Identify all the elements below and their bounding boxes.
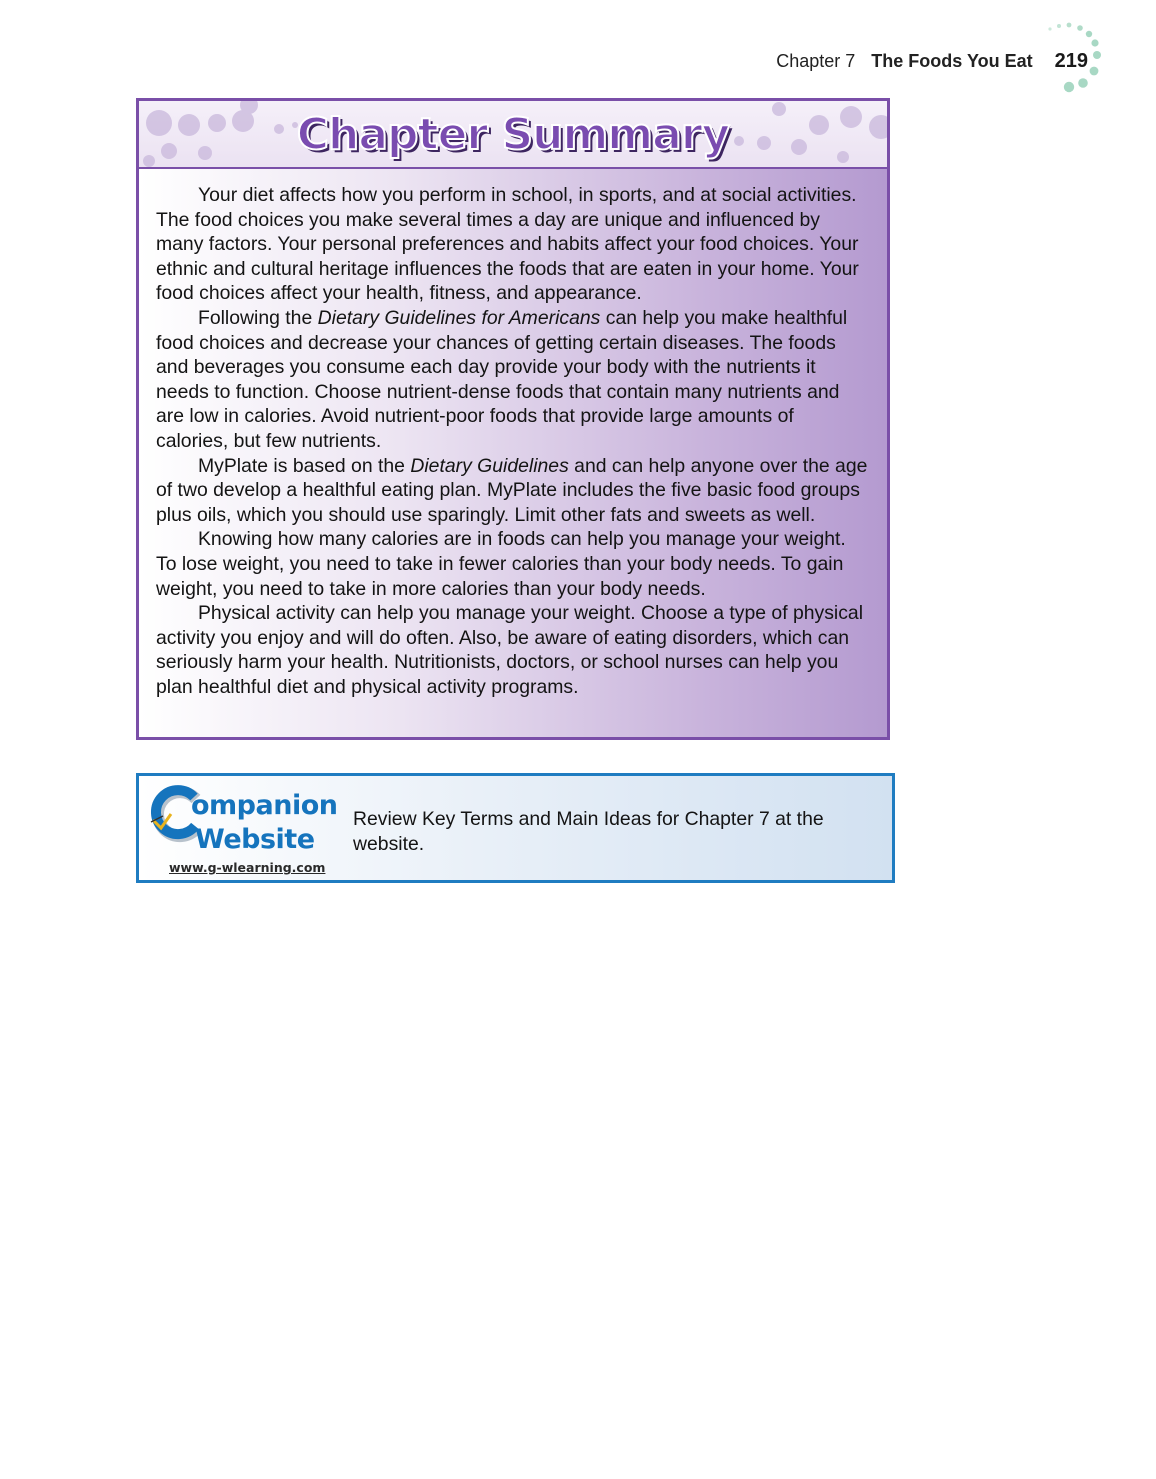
summary-body — [139, 169, 887, 699]
chapter-label: Chapter 7 — [776, 50, 856, 71]
summary-title: Chapter Summary — [296, 109, 730, 160]
summary-paragraph-5: Physical activity can help you manage your weight. Choose a type of physical activity you enjoy and will do often. Also, be aware of eating disorders, which can seriously harm your health. Nutritionists, doctors, or school nurses can help you plan healthful diet and physical activity programs. — [156, 602, 864, 698]
summary-paragraph-4: Knowing how many calories are in foods can help you manage your weight. To lose weight, you need to take in fewer calories than your body needs. To gain weight, you need to take in more calories than your body needs. — [156, 528, 846, 600]
chapter-title: The Foods You Eat — [871, 50, 1033, 71]
summary-paragraph-3: MyPlate is based on the Dietary Guidelines and can help anyone over the age of two develop a healthful eating plan. MyPlate includes the five basic food groups plus oils, which you should use sparingly. Limit other fats and sweets as well. — [156, 454, 868, 526]
summary-banner — [139, 101, 887, 169]
companion-website-box — [136, 773, 895, 883]
summary-paragraph-1: Your diet affects how you perform in school, in sports, and at social activities. The food choices you make several times a day are unique and influenced by many factors. Your personal preferences and habits affect your food choices. Your ethnic and cultural heritage influences the foods that are eaten in your home. Your food choices affect your health, fitness, and appearance. — [156, 184, 859, 305]
decorative-dots-icon — [1040, 20, 1110, 100]
companion-description: Review Key Terms and Main Ideas for Chapter 7 at the website. — [353, 808, 824, 855]
logo-word-companion: ompanion — [191, 790, 338, 821]
logo-word-website: Website — [195, 824, 315, 855]
website-url-link[interactable]: www.g-wlearning.com — [169, 860, 326, 875]
companion-website-logo[interactable] — [147, 782, 338, 878]
summary-paragraph-2: Following the Dietary Guidelines for Americans can help you make healthful food choices and decrease your chances of getting certain diseases. The foods and beverages you consume each day provide your body with the nutrients it needs to function. Choose nutrient-dense foods that contain many nutrients and are low in calories. Avoid nutrient-poor foods that provide large amounts of calories, but few nutrients. — [156, 306, 848, 452]
chapter-summary-box — [136, 98, 890, 740]
page-number: 219 — [1054, 49, 1088, 72]
